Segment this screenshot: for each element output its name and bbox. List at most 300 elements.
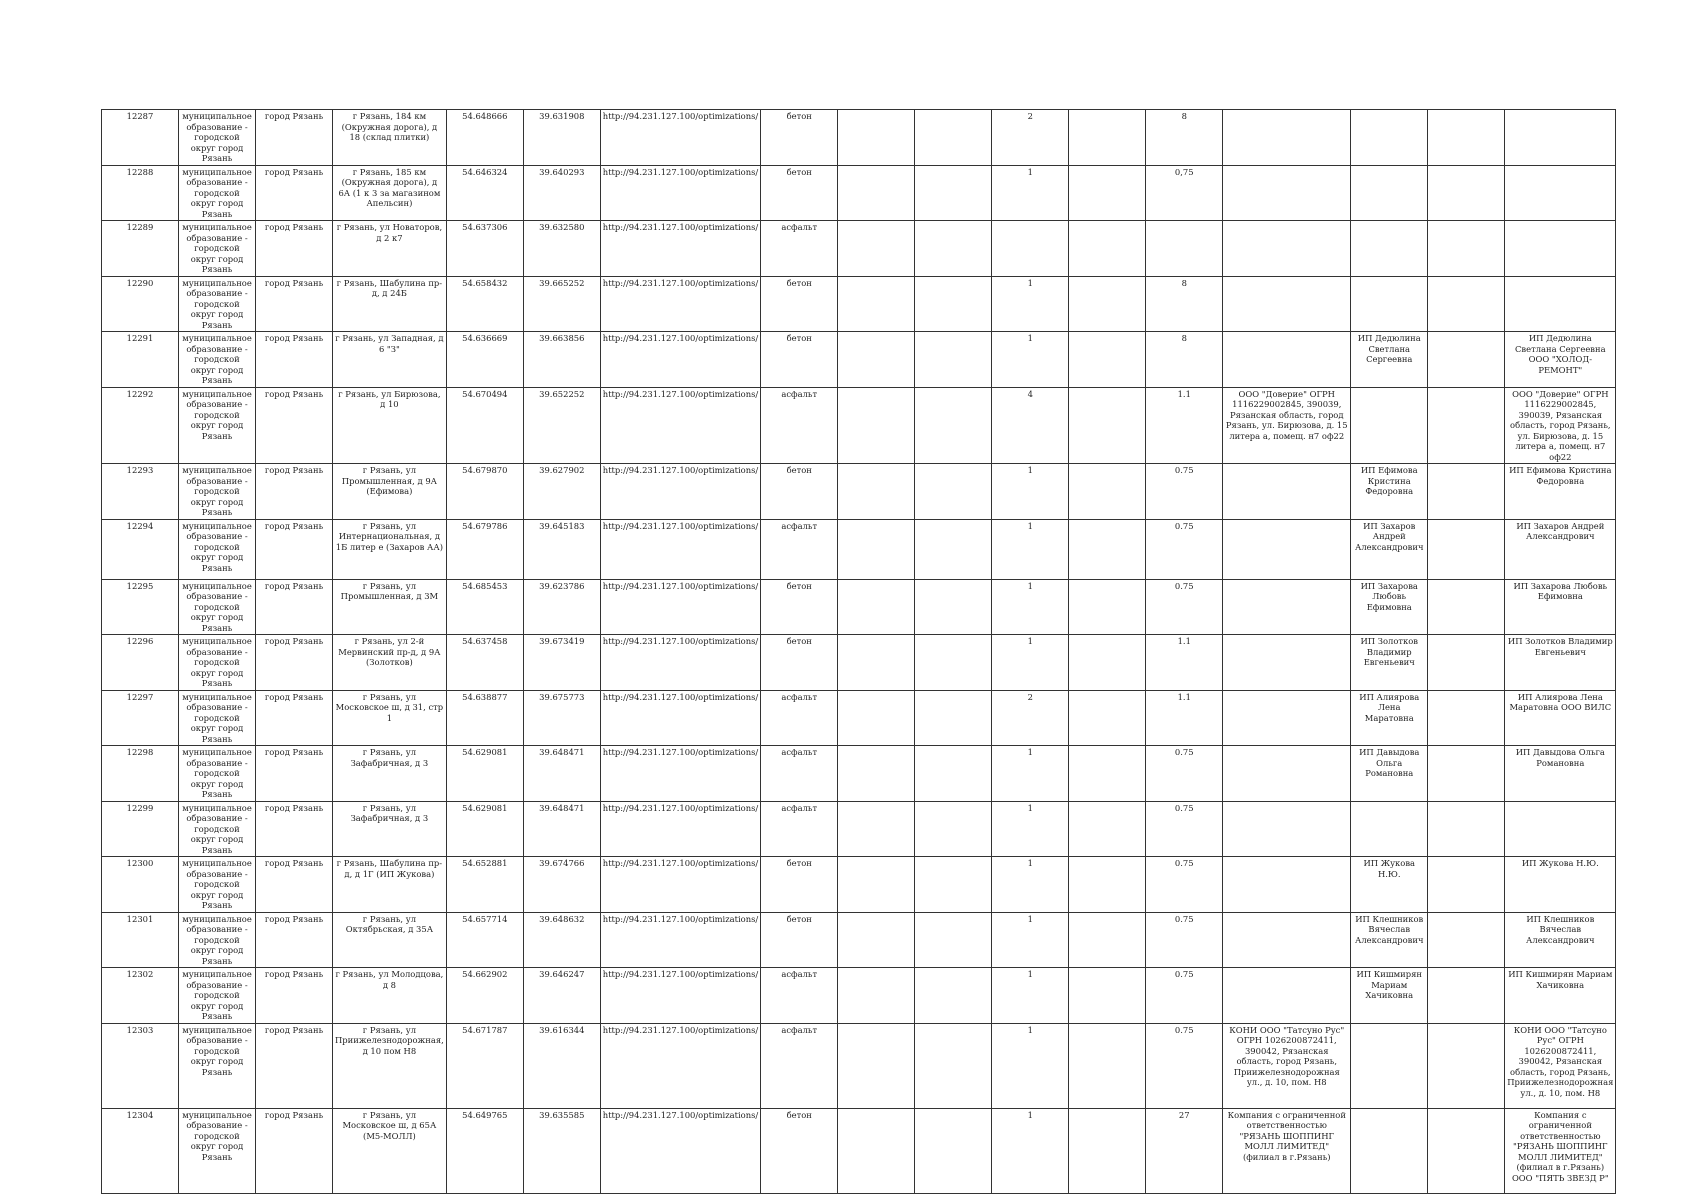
longitude-cell: 39.623786 xyxy=(523,579,600,635)
row-id-cell: 12298 xyxy=(102,746,179,802)
empty-cell xyxy=(1428,857,1505,913)
city-cell: город Рязань xyxy=(256,165,333,221)
owner-info-cell: ООО "Доверие" ОГРН 1116229002845, 390039, Рязанская область, город Рязань, ул. Бирюзова, д. 15 литера а, помещ. н7 оф22 xyxy=(1505,387,1616,464)
owner-info-cell xyxy=(1505,276,1616,332)
empty-cell xyxy=(915,276,992,332)
volume-cell: 8 xyxy=(1146,332,1223,388)
empty-cell xyxy=(1069,635,1146,691)
owner-cell xyxy=(1223,690,1351,746)
longitude-cell: 39.627902 xyxy=(523,464,600,520)
surface-cell: асфальт xyxy=(761,968,838,1024)
row-id-cell: 12287 xyxy=(102,110,179,166)
table-row xyxy=(102,276,1616,332)
empty-cell xyxy=(915,332,992,388)
container-count-cell xyxy=(992,221,1069,277)
volume-cell: 1.1 xyxy=(1146,635,1223,691)
entrepreneur-cell xyxy=(1351,1108,1428,1193)
volume-cell: 0.75 xyxy=(1146,1023,1223,1108)
city-cell: город Рязань xyxy=(256,1023,333,1108)
empty-cell xyxy=(1428,221,1505,277)
latitude-cell: 54.685453 xyxy=(446,579,523,635)
empty-cell xyxy=(915,746,992,802)
municipality-cell: муниципальное образование - городской округ город Рязань xyxy=(179,221,256,277)
empty-cell xyxy=(1069,690,1146,746)
empty-cell xyxy=(1069,912,1146,968)
container-count-cell: 1 xyxy=(992,579,1069,635)
url-cell: http://94.231.127.100/optimizations/ xyxy=(600,1023,760,1108)
container-count-cell: 1 xyxy=(992,276,1069,332)
empty-cell xyxy=(915,221,992,277)
municipality-cell: муниципальное образование - городской округ город Рязань xyxy=(179,857,256,913)
municipality-cell: муниципальное образование - городской округ город Рязань xyxy=(179,801,256,857)
owner-info-cell: КОНИ ООО "Татсуно Рус" ОГРН 1026200872411, 390042, Рязанская область, город Рязань, Приижелезнодорожная ул., д. 10, пом. Н8 xyxy=(1505,1023,1616,1108)
empty-cell xyxy=(838,165,915,221)
empty-cell xyxy=(1428,968,1505,1024)
container-count-cell: 1 xyxy=(992,165,1069,221)
surface-cell: бетон xyxy=(761,912,838,968)
empty-cell xyxy=(838,1023,915,1108)
address-cell: г Рязань, ул Зафабричная, д 3 xyxy=(333,746,447,802)
volume-cell: 0.75 xyxy=(1146,857,1223,913)
table-row xyxy=(102,387,1616,464)
empty-cell xyxy=(838,801,915,857)
city-cell: город Рязань xyxy=(256,690,333,746)
owner-cell xyxy=(1223,464,1351,520)
row-id-cell: 12294 xyxy=(102,519,179,579)
municipality-cell: муниципальное образование - городской округ город Рязань xyxy=(179,464,256,520)
empty-cell xyxy=(1428,1108,1505,1193)
url-cell: http://94.231.127.100/optimizations/ xyxy=(600,332,760,388)
url-cell: http://94.231.127.100/optimizations/ xyxy=(600,579,760,635)
city-cell: город Рязань xyxy=(256,276,333,332)
surface-cell: бетон xyxy=(761,276,838,332)
municipality-cell: муниципальное образование - городской округ город Рязань xyxy=(179,110,256,166)
empty-cell xyxy=(838,1108,915,1193)
surface-cell: асфальт xyxy=(761,690,838,746)
table-row xyxy=(102,801,1616,857)
longitude-cell: 39.652252 xyxy=(523,387,600,464)
owner-info-cell: ИП Захарова Любовь Ефимовна xyxy=(1505,579,1616,635)
empty-cell xyxy=(1428,912,1505,968)
longitude-cell: 39.663856 xyxy=(523,332,600,388)
owner-cell xyxy=(1223,912,1351,968)
surface-cell: бетон xyxy=(761,464,838,520)
municipality-cell: муниципальное образование - городской округ город Рязань xyxy=(179,1108,256,1193)
latitude-cell: 54.649765 xyxy=(446,1108,523,1193)
entrepreneur-cell: ИП Кишмирян Мариам Хачиковна xyxy=(1351,968,1428,1024)
container-count-cell: 1 xyxy=(992,464,1069,520)
address-cell: г Рязань, 184 км (Окружная дорога), д 18 (склад плитки) xyxy=(333,110,447,166)
entrepreneur-cell xyxy=(1351,1023,1428,1108)
surface-cell: асфальт xyxy=(761,746,838,802)
empty-cell xyxy=(915,801,992,857)
longitude-cell: 39.648471 xyxy=(523,801,600,857)
table-row xyxy=(102,332,1616,388)
url-cell: http://94.231.127.100/optimizations/ xyxy=(600,857,760,913)
owner-cell xyxy=(1223,110,1351,166)
owner-info-cell: ИП Дедюлина Светлана Сергеевна ООО "ХОЛОД-РЕМОНТ" xyxy=(1505,332,1616,388)
longitude-cell: 39.674766 xyxy=(523,857,600,913)
longitude-cell: 39.646247 xyxy=(523,968,600,1024)
municipality-cell: муниципальное образование - городской округ город Рязань xyxy=(179,912,256,968)
longitude-cell: 39.648632 xyxy=(523,912,600,968)
longitude-cell: 39.635585 xyxy=(523,1108,600,1193)
surface-cell: бетон xyxy=(761,332,838,388)
address-cell: г Рязань, ул Московское ш, д 65А (М5-МОЛЛ) xyxy=(333,1108,447,1193)
empty-cell xyxy=(1069,165,1146,221)
empty-cell xyxy=(1428,519,1505,579)
surface-cell: асфальт xyxy=(761,387,838,464)
table-row xyxy=(102,690,1616,746)
latitude-cell: 54.638877 xyxy=(446,690,523,746)
address-cell: г Рязань, ул Новаторов, д 2 к7 xyxy=(333,221,447,277)
empty-cell xyxy=(838,746,915,802)
latitude-cell: 54.657714 xyxy=(446,912,523,968)
empty-cell xyxy=(838,464,915,520)
row-id-cell: 12292 xyxy=(102,387,179,464)
entrepreneur-cell: ИП Золотков Владимир Евгеньевич xyxy=(1351,635,1428,691)
container-count-cell: 4 xyxy=(992,387,1069,464)
entrepreneur-cell xyxy=(1351,165,1428,221)
owner-cell xyxy=(1223,746,1351,802)
empty-cell xyxy=(915,635,992,691)
empty-cell xyxy=(1069,519,1146,579)
city-cell: город Рязань xyxy=(256,635,333,691)
table-row xyxy=(102,1108,1616,1193)
empty-cell xyxy=(915,579,992,635)
address-cell: г Рязань, ул Западная, д 6 "З" xyxy=(333,332,447,388)
empty-cell xyxy=(1069,857,1146,913)
owner-info-cell: ИП Ефимова Кристина Федоровна xyxy=(1505,464,1616,520)
owner-cell xyxy=(1223,221,1351,277)
empty-cell xyxy=(838,276,915,332)
municipality-cell: муниципальное образование - городской округ город Рязань xyxy=(179,690,256,746)
url-cell: http://94.231.127.100/optimizations/ xyxy=(600,165,760,221)
container-count-cell: 1 xyxy=(992,912,1069,968)
empty-cell xyxy=(1428,464,1505,520)
volume-cell: 8 xyxy=(1146,276,1223,332)
volume-cell: 0.75 xyxy=(1146,968,1223,1024)
latitude-cell: 54.671787 xyxy=(446,1023,523,1108)
empty-cell xyxy=(1069,110,1146,166)
address-cell: г Рязань, Шабулина пр-д, д 1Г (ИП Жукова) xyxy=(333,857,447,913)
row-id-cell: 12299 xyxy=(102,801,179,857)
empty-cell xyxy=(1428,801,1505,857)
latitude-cell: 54.679870 xyxy=(446,464,523,520)
owner-cell xyxy=(1223,579,1351,635)
entrepreneur-cell: ИП Алиярова Лена Маратовна xyxy=(1351,690,1428,746)
latitude-cell: 54.662902 xyxy=(446,968,523,1024)
empty-cell xyxy=(1428,1023,1505,1108)
longitude-cell: 39.645183 xyxy=(523,519,600,579)
longitude-cell: 39.616344 xyxy=(523,1023,600,1108)
container-count-cell: 1 xyxy=(992,968,1069,1024)
volume-cell: 0.75 xyxy=(1146,746,1223,802)
entrepreneur-cell: ИП Клешников Вячеслав Александрович xyxy=(1351,912,1428,968)
empty-cell xyxy=(1069,464,1146,520)
address-cell: г Рязань, 185 км (Окружная дорога), д 6А (1 к 3 за магазином Апельсин) xyxy=(333,165,447,221)
volume-cell: 1.1 xyxy=(1146,387,1223,464)
surface-cell: асфальт xyxy=(761,519,838,579)
municipality-cell: муниципальное образование - городской округ город Рязань xyxy=(179,579,256,635)
owner-info-cell xyxy=(1505,221,1616,277)
municipality-cell: муниципальное образование - городской округ город Рязань xyxy=(179,968,256,1024)
entrepreneur-cell xyxy=(1351,221,1428,277)
empty-cell xyxy=(915,968,992,1024)
empty-cell xyxy=(1069,332,1146,388)
table-row xyxy=(102,635,1616,691)
address-cell: г Рязань, ул Интернациональная, д 1Б литер е (Захаров АА) xyxy=(333,519,447,579)
municipality-cell: муниципальное образование - городской округ город Рязань xyxy=(179,165,256,221)
city-cell: город Рязань xyxy=(256,968,333,1024)
municipality-cell: муниципальное образование - городской округ город Рязань xyxy=(179,276,256,332)
address-cell: г Рязань, ул Зафабричная, д 3 xyxy=(333,801,447,857)
row-id-cell: 12295 xyxy=(102,579,179,635)
empty-cell xyxy=(1428,276,1505,332)
latitude-cell: 54.648666 xyxy=(446,110,523,166)
owner-info-cell: ИП Алиярова Лена Маратовна ООО ВИЛС xyxy=(1505,690,1616,746)
volume-cell: 0.75 xyxy=(1146,579,1223,635)
entrepreneur-cell xyxy=(1351,387,1428,464)
empty-cell xyxy=(1428,165,1505,221)
empty-cell xyxy=(1069,276,1146,332)
row-id-cell: 12296 xyxy=(102,635,179,691)
url-cell: http://94.231.127.100/optimizations/ xyxy=(600,519,760,579)
entrepreneur-cell xyxy=(1351,110,1428,166)
empty-cell xyxy=(1428,579,1505,635)
city-cell: город Рязань xyxy=(256,464,333,520)
url-cell: http://94.231.127.100/optimizations/ xyxy=(600,1108,760,1193)
address-cell: г Рязань, ул Промышленная, д 9А (Ефимова) xyxy=(333,464,447,520)
surface-cell: бетон xyxy=(761,857,838,913)
owner-cell xyxy=(1223,801,1351,857)
empty-cell xyxy=(838,912,915,968)
latitude-cell: 54.629081 xyxy=(446,746,523,802)
row-id-cell: 12289 xyxy=(102,221,179,277)
entrepreneur-cell: ИП Давыдова Ольга Романовна xyxy=(1351,746,1428,802)
surface-cell: асфальт xyxy=(761,221,838,277)
latitude-cell: 54.637306 xyxy=(446,221,523,277)
address-cell: г Рязань, ул Бирюзова, д 10 xyxy=(333,387,447,464)
owner-cell: Компания с ограниченной ответственностью "РЯЗАНЬ ШОППИНГ МОЛЛ ЛИМИТЕД" (филиал в г.Рязань) xyxy=(1223,1108,1351,1193)
municipality-cell: муниципальное образование - городской округ город Рязань xyxy=(179,746,256,802)
latitude-cell: 54.670494 xyxy=(446,387,523,464)
latitude-cell: 54.646324 xyxy=(446,165,523,221)
municipality-cell: муниципальное образование - городской округ город Рязань xyxy=(179,519,256,579)
longitude-cell: 39.673419 xyxy=(523,635,600,691)
empty-cell xyxy=(838,635,915,691)
surface-cell: бетон xyxy=(761,579,838,635)
longitude-cell: 39.648471 xyxy=(523,746,600,802)
address-cell: г Рязань, ул Промышленная, д 3М xyxy=(333,579,447,635)
empty-cell xyxy=(915,519,992,579)
url-cell: http://94.231.127.100/optimizations/ xyxy=(600,464,760,520)
surface-cell: бетон xyxy=(761,1108,838,1193)
entrepreneur-cell: ИП Захаров Андрей Александрович xyxy=(1351,519,1428,579)
entrepreneur-cell: ИП Ефимова Кристина Федоровна xyxy=(1351,464,1428,520)
latitude-cell: 54.658432 xyxy=(446,276,523,332)
row-id-cell: 12297 xyxy=(102,690,179,746)
empty-cell xyxy=(1428,746,1505,802)
volume-cell: 27 xyxy=(1146,1108,1223,1193)
container-count-cell: 1 xyxy=(992,1023,1069,1108)
url-cell: http://94.231.127.100/optimizations/ xyxy=(600,968,760,1024)
city-cell: город Рязань xyxy=(256,519,333,579)
address-cell: г Рязань, ул Октябрьская, д 35А xyxy=(333,912,447,968)
url-cell: http://94.231.127.100/optimizations/ xyxy=(600,276,760,332)
row-id-cell: 12302 xyxy=(102,968,179,1024)
empty-cell xyxy=(1069,1108,1146,1193)
city-cell: город Рязань xyxy=(256,387,333,464)
longitude-cell: 39.632580 xyxy=(523,221,600,277)
owner-info-cell xyxy=(1505,165,1616,221)
volume-cell: 0.75 xyxy=(1146,464,1223,520)
table-row xyxy=(102,464,1616,520)
owner-cell: КОНИ ООО "Татсуно Рус" ОГРН 1026200872411, 390042, Рязанская область, город Рязань, Приижелезнодорожная ул., д. 10, пом. Н8 xyxy=(1223,1023,1351,1108)
row-id-cell: 12304 xyxy=(102,1108,179,1193)
municipality-cell: муниципальное образование - городской округ город Рязань xyxy=(179,387,256,464)
latitude-cell: 54.652881 xyxy=(446,857,523,913)
table-row xyxy=(102,221,1616,277)
surface-cell: асфальт xyxy=(761,801,838,857)
longitude-cell: 39.631908 xyxy=(523,110,600,166)
city-cell: город Рязань xyxy=(256,1108,333,1193)
address-cell: г Рязань, ул Приижелезнодорожная, д 10 пом Н8 xyxy=(333,1023,447,1108)
owner-info-cell: ИП Захаров Андрей Александрович xyxy=(1505,519,1616,579)
city-cell: город Рязань xyxy=(256,912,333,968)
url-cell: http://94.231.127.100/optimizations/ xyxy=(600,912,760,968)
empty-cell xyxy=(1069,579,1146,635)
empty-cell xyxy=(838,690,915,746)
row-id-cell: 12293 xyxy=(102,464,179,520)
row-id-cell: 12301 xyxy=(102,912,179,968)
longitude-cell: 39.675773 xyxy=(523,690,600,746)
registry-table xyxy=(101,109,1616,1194)
city-cell: город Рязань xyxy=(256,579,333,635)
container-count-cell: 1 xyxy=(992,801,1069,857)
empty-cell xyxy=(1069,387,1146,464)
entrepreneur-cell: ИП Жукова Н.Ю. xyxy=(1351,857,1428,913)
address-cell: г Рязань, ул Молодцова, д 8 xyxy=(333,968,447,1024)
url-cell: http://94.231.127.100/optimizations/ xyxy=(600,110,760,166)
container-count-cell: 2 xyxy=(992,690,1069,746)
row-id-cell: 12303 xyxy=(102,1023,179,1108)
latitude-cell: 54.679786 xyxy=(446,519,523,579)
row-id-cell: 12291 xyxy=(102,332,179,388)
empty-cell xyxy=(838,968,915,1024)
empty-cell xyxy=(1069,1023,1146,1108)
longitude-cell: 39.640293 xyxy=(523,165,600,221)
url-cell: http://94.231.127.100/optimizations/ xyxy=(600,635,760,691)
latitude-cell: 54.637458 xyxy=(446,635,523,691)
owner-info-cell: Компания с ограниченной ответственностью "РЯЗАНЬ ШОППИНГ МОЛЛ ЛИМИТЕД" (филиал в г.Рязань) ООО "ПЯТЬ ЗВЕЗД Р" xyxy=(1505,1108,1616,1193)
empty-cell xyxy=(838,387,915,464)
owner-cell xyxy=(1223,968,1351,1024)
url-cell: http://94.231.127.100/optimizations/ xyxy=(600,690,760,746)
entrepreneur-cell xyxy=(1351,801,1428,857)
container-count-cell: 1 xyxy=(992,519,1069,579)
table-row xyxy=(102,110,1616,166)
empty-cell xyxy=(915,690,992,746)
table-row xyxy=(102,1023,1616,1108)
table-row xyxy=(102,746,1616,802)
volume-cell: 0,75 xyxy=(1146,165,1223,221)
city-cell: город Рязань xyxy=(256,746,333,802)
empty-cell xyxy=(1069,968,1146,1024)
row-id-cell: 12290 xyxy=(102,276,179,332)
container-count-cell: 1 xyxy=(992,857,1069,913)
empty-cell xyxy=(1428,387,1505,464)
empty-cell xyxy=(1428,690,1505,746)
empty-cell xyxy=(1428,332,1505,388)
surface-cell: бетон xyxy=(761,110,838,166)
entrepreneur-cell: ИП Захарова Любовь Ефимовна xyxy=(1351,579,1428,635)
table-row xyxy=(102,857,1616,913)
owner-info-cell xyxy=(1505,110,1616,166)
owner-cell xyxy=(1223,332,1351,388)
table-row xyxy=(102,165,1616,221)
municipality-cell: муниципальное образование - городской округ город Рязань xyxy=(179,1023,256,1108)
entrepreneur-cell: ИП Дедюлина Светлана Сергеевна xyxy=(1351,332,1428,388)
empty-cell xyxy=(1428,110,1505,166)
empty-cell xyxy=(1069,746,1146,802)
empty-cell xyxy=(838,332,915,388)
container-count-cell: 1 xyxy=(992,332,1069,388)
entrepreneur-cell xyxy=(1351,276,1428,332)
url-cell: http://94.231.127.100/optimizations/ xyxy=(600,746,760,802)
city-cell: город Рязань xyxy=(256,221,333,277)
owner-info-cell: ИП Кишмирян Мариам Хачиковна xyxy=(1505,968,1616,1024)
url-cell: http://94.231.127.100/optimizations/ xyxy=(600,221,760,277)
empty-cell xyxy=(838,221,915,277)
table-row xyxy=(102,912,1616,968)
municipality-cell: муниципальное образование - городской округ город Рязань xyxy=(179,635,256,691)
container-count-cell: 1 xyxy=(992,635,1069,691)
surface-cell: бетон xyxy=(761,635,838,691)
owner-cell xyxy=(1223,519,1351,579)
owner-cell xyxy=(1223,857,1351,913)
row-id-cell: 12300 xyxy=(102,857,179,913)
table-row xyxy=(102,579,1616,635)
url-cell: http://94.231.127.100/optimizations/ xyxy=(600,801,760,857)
empty-cell xyxy=(915,387,992,464)
empty-cell xyxy=(915,912,992,968)
latitude-cell: 54.629081 xyxy=(446,801,523,857)
owner-info-cell xyxy=(1505,801,1616,857)
container-count-cell: 1 xyxy=(992,746,1069,802)
owner-cell xyxy=(1223,165,1351,221)
empty-cell xyxy=(838,857,915,913)
empty-cell xyxy=(1428,635,1505,691)
volume-cell: 0.75 xyxy=(1146,801,1223,857)
municipality-cell: муниципальное образование - городской округ город Рязань xyxy=(179,332,256,388)
owner-info-cell: ИП Жукова Н.Ю. xyxy=(1505,857,1616,913)
address-cell: г Рязань, ул 2-й Мервинский пр-д, д 9А (Золотков) xyxy=(333,635,447,691)
container-count-cell: 2 xyxy=(992,110,1069,166)
empty-cell xyxy=(915,464,992,520)
city-cell: город Рязань xyxy=(256,332,333,388)
empty-cell xyxy=(915,110,992,166)
empty-cell xyxy=(838,519,915,579)
surface-cell: бетон xyxy=(761,165,838,221)
owner-cell: ООО "Доверие" ОГРН 1116229002845, 390039, Рязанская область, город Рязань, ул. Бирюзова, д. 15 литера а, помещ. н7 оф22 xyxy=(1223,387,1351,464)
container-count-cell: 1 xyxy=(992,1108,1069,1193)
row-id-cell: 12288 xyxy=(102,165,179,221)
address-cell: г Рязань, ул Московское ш, д 31, стр 1 xyxy=(333,690,447,746)
city-cell: город Рязань xyxy=(256,110,333,166)
table-body xyxy=(102,110,1616,1194)
empty-cell xyxy=(915,857,992,913)
